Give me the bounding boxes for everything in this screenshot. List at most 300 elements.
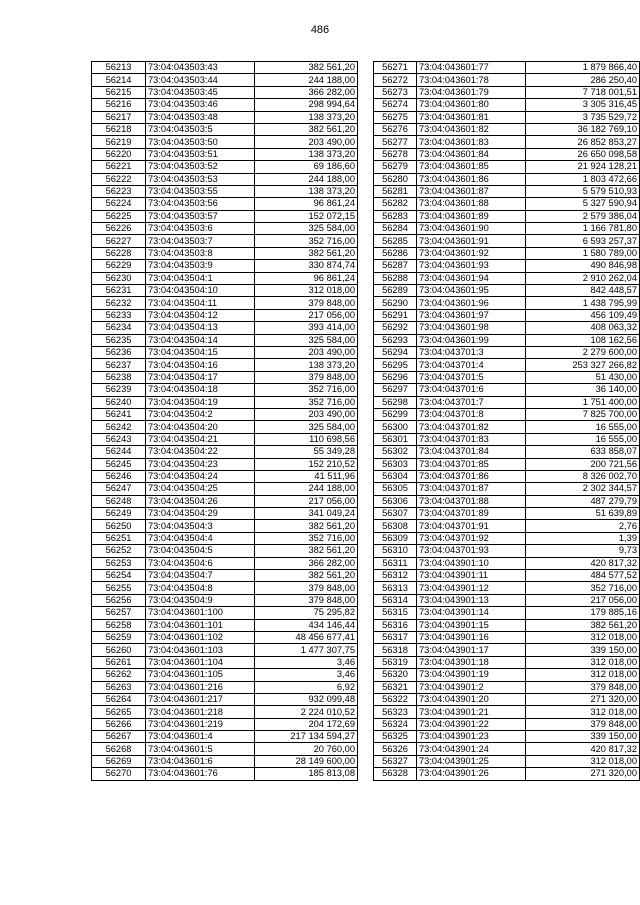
value-cell: 138 373,20 (255, 148, 358, 160)
row-number-cell: 56215 (92, 86, 146, 98)
table-row (374, 508, 640, 520)
value-cell: 179 885,16 (526, 607, 640, 619)
cadastral-number-cell: 73:04:043503:48 (146, 111, 255, 123)
cadastral-number-cell: 73:04:043503:56 (146, 198, 255, 210)
table-row (374, 396, 640, 408)
table-row (374, 755, 640, 767)
cadastral-number-cell: 73:04:043601:216 (146, 681, 255, 693)
value-cell: 490 846,98 (526, 260, 640, 272)
value-cell: 217 056,00 (526, 594, 640, 606)
value-cell: 8 326 002,70 (526, 470, 640, 482)
table-row (374, 86, 640, 98)
value-cell: 75 295,82 (255, 607, 358, 619)
cadastral-number-cell: 73:04:043504:18 (146, 384, 255, 396)
row-number-cell: 56316 (374, 619, 417, 631)
value-cell: 382 561,20 (255, 570, 358, 582)
cadastral-number-cell: 73:04:043504:21 (146, 433, 255, 445)
cadastral-number-cell: 73:04:043701:84 (417, 446, 526, 458)
table-row (92, 285, 358, 297)
table-row (374, 111, 640, 123)
value-cell: 271 320,00 (526, 693, 640, 705)
cadastral-number-cell: 73:04:043701:89 (417, 508, 526, 520)
value-cell: 217 056,00 (255, 309, 358, 321)
table-row (374, 161, 640, 173)
row-number-cell: 56213 (92, 62, 146, 74)
cadastral-number-cell: 73:04:043504:19 (146, 396, 255, 408)
table-row (92, 669, 358, 681)
row-number-cell: 56304 (374, 470, 417, 482)
value-cell: 271 320,00 (526, 768, 640, 780)
page-number: 486 (310, 24, 330, 36)
table-row (374, 210, 640, 222)
row-number-cell: 56301 (374, 433, 417, 445)
table-row (374, 247, 640, 259)
table-row (92, 768, 358, 780)
table-row (92, 458, 358, 470)
cadastral-number-cell: 73:04:043503:52 (146, 161, 255, 173)
table-row (374, 557, 640, 569)
row-number-cell: 56264 (92, 693, 146, 705)
cadastral-number-cell: 73:04:043601:6 (146, 755, 255, 767)
cadastral-number-cell: 73:04:043504:24 (146, 470, 255, 482)
cadastral-number-cell: 73:04:043601:86 (417, 173, 526, 185)
value-cell: 379 848,00 (255, 594, 358, 606)
cadastral-number-cell: 73:04:043504:8 (146, 582, 255, 594)
row-number-cell: 56237 (92, 359, 146, 371)
cadastral-number-cell: 73:04:043601:218 (146, 706, 255, 718)
cadastral-number-cell: 73:04:043504:17 (146, 371, 255, 383)
value-cell: 152 210,52 (255, 458, 358, 470)
row-number-cell: 56272 (374, 74, 417, 86)
value-cell: 110 698,56 (255, 433, 358, 445)
table-row (92, 223, 358, 235)
cadastral-number-cell: 73:04:043601:90 (417, 223, 526, 235)
value-cell: 16 555,00 (526, 433, 640, 445)
table-row (374, 731, 640, 743)
table-row (374, 285, 640, 297)
value-cell: 382 561,20 (526, 619, 640, 631)
row-number-cell: 56303 (374, 458, 417, 470)
row-number-cell: 56243 (92, 433, 146, 445)
table-row (92, 247, 358, 259)
row-number-cell: 56252 (92, 545, 146, 557)
cadastral-number-cell: 73:04:043503:8 (146, 247, 255, 259)
table-row (92, 123, 358, 135)
row-number-cell: 56317 (374, 631, 417, 643)
table-row (92, 198, 358, 210)
table-row (92, 731, 358, 743)
table-row (374, 458, 640, 470)
value-cell: 3 305 316,45 (526, 99, 640, 111)
table-row (374, 123, 640, 135)
table-row (374, 681, 640, 693)
row-number-cell: 56231 (92, 285, 146, 297)
row-number-cell: 56314 (374, 594, 417, 606)
cadastral-number-cell: 73:04:043601:85 (417, 161, 526, 173)
row-number-cell: 56251 (92, 532, 146, 544)
cadastral-number-cell: 73:04:043601:89 (417, 210, 526, 222)
table-row (374, 470, 640, 482)
cadastral-number-cell: 73:04:043701:88 (417, 495, 526, 507)
row-number-cell: 56262 (92, 669, 146, 681)
value-cell: 2 910 262,04 (526, 272, 640, 284)
value-cell: 487 279,79 (526, 495, 640, 507)
row-number-cell: 56273 (374, 86, 417, 98)
value-cell: 312 018,00 (526, 669, 640, 681)
table-row (374, 619, 640, 631)
row-number-cell: 56269 (92, 755, 146, 767)
value-cell: 253 327 266,82 (526, 359, 640, 371)
table-row (92, 359, 358, 371)
cadastral-number-cell: 73:04:043701:91 (417, 520, 526, 532)
cadastral-number-cell: 73:04:043901:2 (417, 681, 526, 693)
cadastral-number-cell: 73:04:043701:83 (417, 433, 526, 445)
cadastral-number-cell: 73:04:043503:46 (146, 99, 255, 111)
row-number-cell: 56247 (92, 483, 146, 495)
row-number-cell: 56226 (92, 223, 146, 235)
table-row (92, 706, 358, 718)
table-row (374, 495, 640, 507)
cadastral-number-cell: 73:04:043503:51 (146, 148, 255, 160)
table-row (92, 532, 358, 544)
value-cell: 286 250,40 (526, 74, 640, 86)
row-number-cell: 56263 (92, 681, 146, 693)
cadastral-number-cell: 73:04:043601:101 (146, 619, 255, 631)
row-number-cell: 56323 (374, 706, 417, 718)
cadastral-number-cell: 73:04:043601:79 (417, 86, 526, 98)
row-number-cell: 56258 (92, 619, 146, 631)
table-row (374, 297, 640, 309)
value-cell: 1 751 400,00 (526, 396, 640, 408)
value-cell: 217 056,00 (255, 495, 358, 507)
row-number-cell: 56286 (374, 247, 417, 259)
table-row (374, 433, 640, 445)
cadastral-number-cell: 73:04:043901:15 (417, 619, 526, 631)
value-cell: 244 188,00 (255, 483, 358, 495)
value-cell: 932 099,48 (255, 693, 358, 705)
cadastral-number-cell: 73:04:043601:97 (417, 309, 526, 321)
table-row (92, 260, 358, 272)
row-number-cell: 56281 (374, 185, 417, 197)
value-cell: 339 150,00 (526, 644, 640, 656)
row-number-cell: 56229 (92, 260, 146, 272)
value-cell: 6 593 257,37 (526, 235, 640, 247)
cadastral-number-cell: 73:04:043601:94 (417, 272, 526, 284)
row-number-cell: 56227 (92, 235, 146, 247)
table-row (92, 185, 358, 197)
table-row (374, 545, 640, 557)
row-number-cell: 56225 (92, 210, 146, 222)
row-number-cell: 56241 (92, 408, 146, 420)
row-number-cell: 56239 (92, 384, 146, 396)
row-number-cell: 56320 (374, 669, 417, 681)
row-number-cell: 56219 (92, 136, 146, 148)
row-number-cell: 56236 (92, 346, 146, 358)
row-number-cell: 56280 (374, 173, 417, 185)
value-cell: 2 579 386,04 (526, 210, 640, 222)
value-cell: 203 490,00 (255, 136, 358, 148)
cadastral-number-cell: 73:04:043901:18 (417, 656, 526, 668)
row-number-cell: 56266 (92, 718, 146, 730)
cadastral-number-cell: 73:04:043601:84 (417, 148, 526, 160)
value-cell: 1 580 789,00 (526, 247, 640, 259)
value-cell: 21 924 128,21 (526, 161, 640, 173)
cadastral-number-cell: 73:04:043601:83 (417, 136, 526, 148)
table-row (374, 322, 640, 334)
row-number-cell: 56309 (374, 532, 417, 544)
value-cell: 108 162,56 (526, 334, 640, 346)
row-number-cell: 56288 (374, 272, 417, 284)
table-row (374, 384, 640, 396)
cadastral-number-cell: 73:04:043504:10 (146, 285, 255, 297)
table-row (92, 86, 358, 98)
row-number-cell: 56248 (92, 495, 146, 507)
cadastral-number-cell: 73:04:043504:15 (146, 346, 255, 358)
table-row (374, 631, 640, 643)
cadastral-number-cell: 73:04:043504:5 (146, 545, 255, 557)
cadastral-number-cell: 73:04:043504:25 (146, 483, 255, 495)
value-cell: 3 735 529,72 (526, 111, 640, 123)
cadastral-number-cell: 73:04:043601:81 (417, 111, 526, 123)
row-number-cell: 56255 (92, 582, 146, 594)
table-row (92, 470, 358, 482)
cadastral-number-cell: 73:04:043601:77 (417, 62, 526, 74)
value-cell: 3,46 (255, 656, 358, 668)
value-cell: 352 716,00 (255, 384, 358, 396)
row-number-cell: 56300 (374, 421, 417, 433)
cadastral-number-cell: 73:04:043601:219 (146, 718, 255, 730)
cadastral-number-cell: 73:04:043901:22 (417, 718, 526, 730)
value-cell: 204 172,69 (255, 718, 358, 730)
row-number-cell: 56296 (374, 371, 417, 383)
row-number-cell: 56240 (92, 396, 146, 408)
cadastral-number-cell: 73:04:043601:98 (417, 322, 526, 334)
cadastral-number-cell: 73:04:043504:4 (146, 532, 255, 544)
row-number-cell: 56319 (374, 656, 417, 668)
row-number-cell: 56250 (92, 520, 146, 532)
table-row (92, 570, 358, 582)
table-row (92, 508, 358, 520)
row-number-cell: 56325 (374, 731, 417, 743)
value-cell: 138 373,20 (255, 359, 358, 371)
cadastral-number-cell: 73:04:043504:14 (146, 334, 255, 346)
cadastral-number-cell: 73:04:043601:92 (417, 247, 526, 259)
value-cell: 28 149 600,00 (255, 755, 358, 767)
table-row (92, 594, 358, 606)
value-cell: 69 186,60 (255, 161, 358, 173)
value-cell: 325 584,00 (255, 334, 358, 346)
row-number-cell: 56282 (374, 198, 417, 210)
table-row (374, 706, 640, 718)
cadastral-number-cell: 73:04:043701:4 (417, 359, 526, 371)
row-number-cell: 56289 (374, 285, 417, 297)
table-row (374, 148, 640, 160)
table-row (92, 495, 358, 507)
value-cell: 96 861,24 (255, 272, 358, 284)
table-row (374, 693, 640, 705)
row-number-cell: 56238 (92, 371, 146, 383)
table-row (374, 346, 640, 358)
value-cell: 7 825 700,00 (526, 408, 640, 420)
cadastral-number-cell: 73:04:043601:105 (146, 669, 255, 681)
row-number-cell: 56218 (92, 123, 146, 135)
row-number-cell: 56245 (92, 458, 146, 470)
cadastral-number-cell: 73:04:043601:87 (417, 185, 526, 197)
row-number-cell: 56235 (92, 334, 146, 346)
value-cell: 379 848,00 (255, 582, 358, 594)
table-row (374, 74, 640, 86)
row-number-cell: 56221 (92, 161, 146, 173)
row-number-cell: 56277 (374, 136, 417, 148)
table-row (92, 297, 358, 309)
value-cell: 36 182 769,10 (526, 123, 640, 135)
cadastral-number-cell: 73:04:043504:3 (146, 520, 255, 532)
table-row (374, 223, 640, 235)
table-row (374, 260, 640, 272)
value-cell: 203 490,00 (255, 346, 358, 358)
row-number-cell: 56312 (374, 570, 417, 582)
cadastral-number-cell: 73:04:043601:100 (146, 607, 255, 619)
value-cell: 312 018,00 (255, 285, 358, 297)
row-number-cell: 56234 (92, 322, 146, 334)
value-cell: 7 718 001,51 (526, 86, 640, 98)
cadastral-number-cell: 73:04:043503:55 (146, 185, 255, 197)
table-row (92, 743, 358, 755)
row-number-cell: 56224 (92, 198, 146, 210)
cadastral-number-cell: 73:04:043601:88 (417, 198, 526, 210)
value-cell: 1 477 307,75 (255, 644, 358, 656)
value-cell: 339 150,00 (526, 731, 640, 743)
table-row (92, 384, 358, 396)
row-number-cell: 56308 (374, 520, 417, 532)
table-row (92, 718, 358, 730)
value-cell: 5 327 590,94 (526, 198, 640, 210)
value-cell: 2 279 600,00 (526, 346, 640, 358)
cadastral-number-cell: 73:04:043901:23 (417, 731, 526, 743)
cadastral-number-cell: 73:04:043601:91 (417, 235, 526, 247)
value-cell: 352 716,00 (526, 582, 640, 594)
cadastral-number-cell: 73:04:043601:82 (417, 123, 526, 135)
row-number-cell: 56261 (92, 656, 146, 668)
cadastral-number-cell: 73:04:043701:86 (417, 470, 526, 482)
value-cell: 352 716,00 (255, 532, 358, 544)
table-row (92, 520, 358, 532)
cadastral-number-cell: 73:04:043701:5 (417, 371, 526, 383)
table-row (374, 371, 640, 383)
cadastral-number-cell: 73:04:043601:104 (146, 656, 255, 668)
value-cell: 26 650 098,58 (526, 148, 640, 160)
table-row (92, 371, 358, 383)
row-number-cell: 56299 (374, 408, 417, 420)
cadastral-number-cell: 73:04:043601:95 (417, 285, 526, 297)
table-row (92, 656, 358, 668)
value-cell: 379 848,00 (255, 297, 358, 309)
value-cell: 6,92 (255, 681, 358, 693)
value-cell: 382 561,20 (255, 520, 358, 532)
cadastral-number-cell: 73:04:043701:87 (417, 483, 526, 495)
row-number-cell: 56271 (374, 62, 417, 74)
row-number-cell: 56324 (374, 718, 417, 730)
cadastral-number-cell: 73:04:043504:23 (146, 458, 255, 470)
cadastral-number-cell: 73:04:043901:14 (417, 607, 526, 619)
cadastral-number-cell: 73:04:043503:57 (146, 210, 255, 222)
row-number-cell: 56327 (374, 755, 417, 767)
row-number-cell: 56295 (374, 359, 417, 371)
row-number-cell: 56302 (374, 446, 417, 458)
value-cell: 9,73 (526, 545, 640, 557)
table-row (92, 607, 358, 619)
cadastral-number-cell: 73:04:043901:24 (417, 743, 526, 755)
table-row (374, 136, 640, 148)
row-number-cell: 56318 (374, 644, 417, 656)
table-row (374, 532, 640, 544)
table-row (374, 185, 640, 197)
value-cell: 244 188,00 (255, 173, 358, 185)
value-cell: 36 140,00 (526, 384, 640, 396)
table-row (374, 768, 640, 780)
row-number-cell: 56242 (92, 421, 146, 433)
row-number-cell: 56222 (92, 173, 146, 185)
cadastral-number-cell: 73:04:043503:45 (146, 86, 255, 98)
cadastral-number-cell: 73:04:043601:102 (146, 631, 255, 643)
row-number-cell: 56217 (92, 111, 146, 123)
value-cell: 1 803 472,66 (526, 173, 640, 185)
table-row (92, 99, 358, 111)
row-number-cell: 56257 (92, 607, 146, 619)
row-number-cell: 56287 (374, 260, 417, 272)
table-row (92, 148, 358, 160)
table-row (374, 421, 640, 433)
value-cell: 456 109,49 (526, 309, 640, 321)
cadastral-number-cell: 73:04:043701:92 (417, 532, 526, 544)
table-row (92, 433, 358, 445)
row-number-cell: 56244 (92, 446, 146, 458)
cadastral-number-cell: 73:04:043901:11 (417, 570, 526, 582)
value-cell: 325 584,00 (255, 223, 358, 235)
value-cell: 1 166 781,80 (526, 223, 640, 235)
table-row (92, 545, 358, 557)
value-cell: 16 555,00 (526, 421, 640, 433)
table-row (92, 346, 358, 358)
row-number-cell: 56293 (374, 334, 417, 346)
value-cell: 51 639,89 (526, 508, 640, 520)
cadastral-number-cell: 73:04:043701:85 (417, 458, 526, 470)
table-row (374, 520, 640, 532)
row-number-cell: 56265 (92, 706, 146, 718)
cadastral-number-cell: 73:04:043901:20 (417, 693, 526, 705)
value-cell: 244 188,00 (255, 74, 358, 86)
table-row (92, 309, 358, 321)
row-number-cell: 56292 (374, 322, 417, 334)
cadastral-number-cell: 73:04:043701:8 (417, 408, 526, 420)
row-number-cell: 56290 (374, 297, 417, 309)
cadastral-number-cell: 73:04:043901:10 (417, 557, 526, 569)
value-cell: 26 852 853,27 (526, 136, 640, 148)
row-number-cell: 56268 (92, 743, 146, 755)
row-number-cell: 56322 (374, 693, 417, 705)
row-number-cell: 56310 (374, 545, 417, 557)
row-number-cell: 56246 (92, 470, 146, 482)
row-number-cell: 56270 (92, 768, 146, 780)
row-number-cell: 56285 (374, 235, 417, 247)
value-cell: 393 414,00 (255, 322, 358, 334)
value-cell: 434 146,44 (255, 619, 358, 631)
value-cell: 408 063,32 (526, 322, 640, 334)
table-row (374, 644, 640, 656)
row-number-cell: 56267 (92, 731, 146, 743)
value-cell: 298 994,64 (255, 99, 358, 111)
row-number-cell: 56275 (374, 111, 417, 123)
